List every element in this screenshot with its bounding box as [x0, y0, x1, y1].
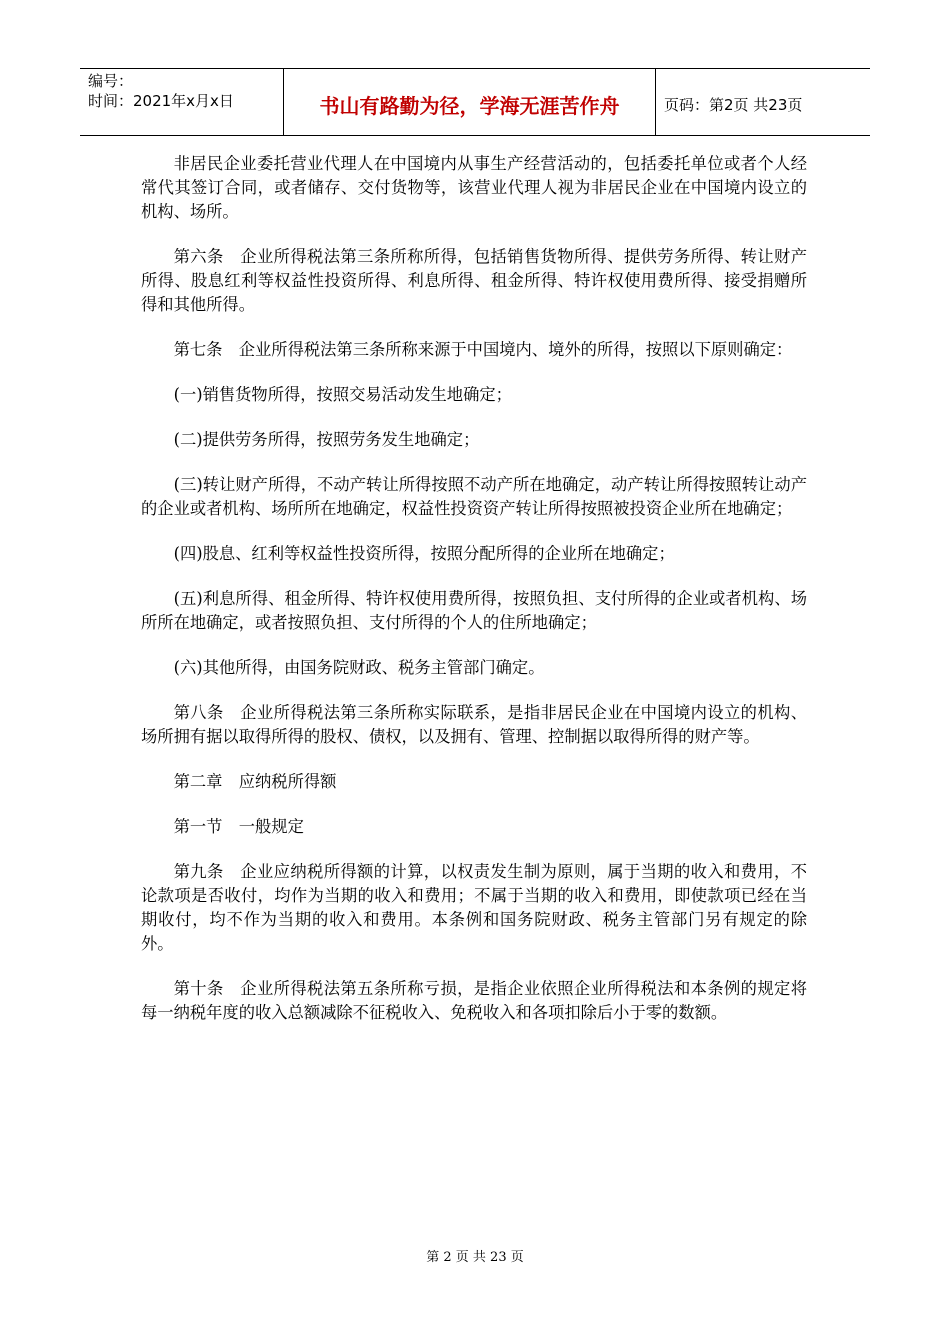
paragraph: 第八条 企业所得税法第三条所称实际联系，是指非居民企业在中国境内设立的机构、场所拥有据以取得所得的股权、债权，以及拥有、管理、控制据以取得所得的财产等。	[141, 703, 807, 746]
section-heading: 第一节 一般规定	[173, 817, 304, 836]
paragraph: 非居民企业委托营业代理人在中国境内从事生产经营活动的，包括委托单位或者个人经常代其签订合同，或者储存、交付货物等，该营业代理人视为非居民企业在中国境内设立的机构、场所。	[141, 154, 807, 221]
paragraph: (五)利息所得、租金所得、特许权使用费所得，按照负担、支付所得的企业或者机构、场所所在地确定，或者按照负担、支付所得的个人的住所地确定；	[141, 589, 807, 632]
paragraph: 第七条 企业所得税法第三条所称来源于中国境内、境外的所得，按照以下原则确定：	[173, 340, 793, 359]
header-meta-cell	[80, 69, 284, 135]
header-motto: 书山有路勤为径，学海无涯苦作舟	[284, 69, 656, 135]
paragraph: (六)其他所得，由国务院财政、税务主管部门确定。	[173, 658, 545, 677]
serial-label: 编号：	[88, 72, 134, 90]
chapter-heading: 第二章 应纳税所得额	[173, 772, 337, 791]
paragraph: 第九条 企业应纳税所得额的计算，以权责发生制为原则，属于当期的收入和费用，不论款项是否收付，均作为当期的收入和费用；不属于当期的收入和费用，即使款项已经在当期收付，均不作为当期的收入和费用。本条例和国务院财政、税务主管部门另有规定的除外。	[141, 862, 807, 953]
header-page-label: 页码：第2页 共23页	[664, 95, 803, 114]
time-label: 时间：2021年x月x日	[88, 92, 234, 110]
paragraph: (三)转让财产所得，不动产转让所得按照不动产所在地确定，动产转让所得按照转让动产的企业或者机构、场所所在地确定，权益性投资资产转让所得按照被投资企业所在地确定；	[141, 475, 807, 518]
paragraph: (四)股息、红利等权益性投资所得，按照分配所得的企业所在地确定；	[173, 544, 675, 563]
paragraph: (一)销售货物所得，按照交易活动发生地确定；	[173, 385, 512, 404]
paragraph: (二)提供劳务所得，按照劳务发生地确定；	[173, 430, 480, 449]
paragraph: 第十条 企业所得税法第五条所称亏损，是指企业依照企业所得税法和本条例的规定将每一纳税年度的收入总额减除不征税收入、免税收入和各项扣除后小于零的数额。	[141, 979, 807, 1022]
paragraph: 第六条 企业所得税法第三条所称所得，包括销售货物所得、提供劳务所得、转让财产所得、股息红利等权益性投资所得、利息所得、租金所得、特许权使用费所得、接受捐赠所得和其他所得。	[141, 247, 807, 314]
document-body	[141, 152, 807, 1046]
page-footer: 第 2 页 共 23 页	[426, 1250, 524, 1265]
page-header	[80, 68, 870, 136]
